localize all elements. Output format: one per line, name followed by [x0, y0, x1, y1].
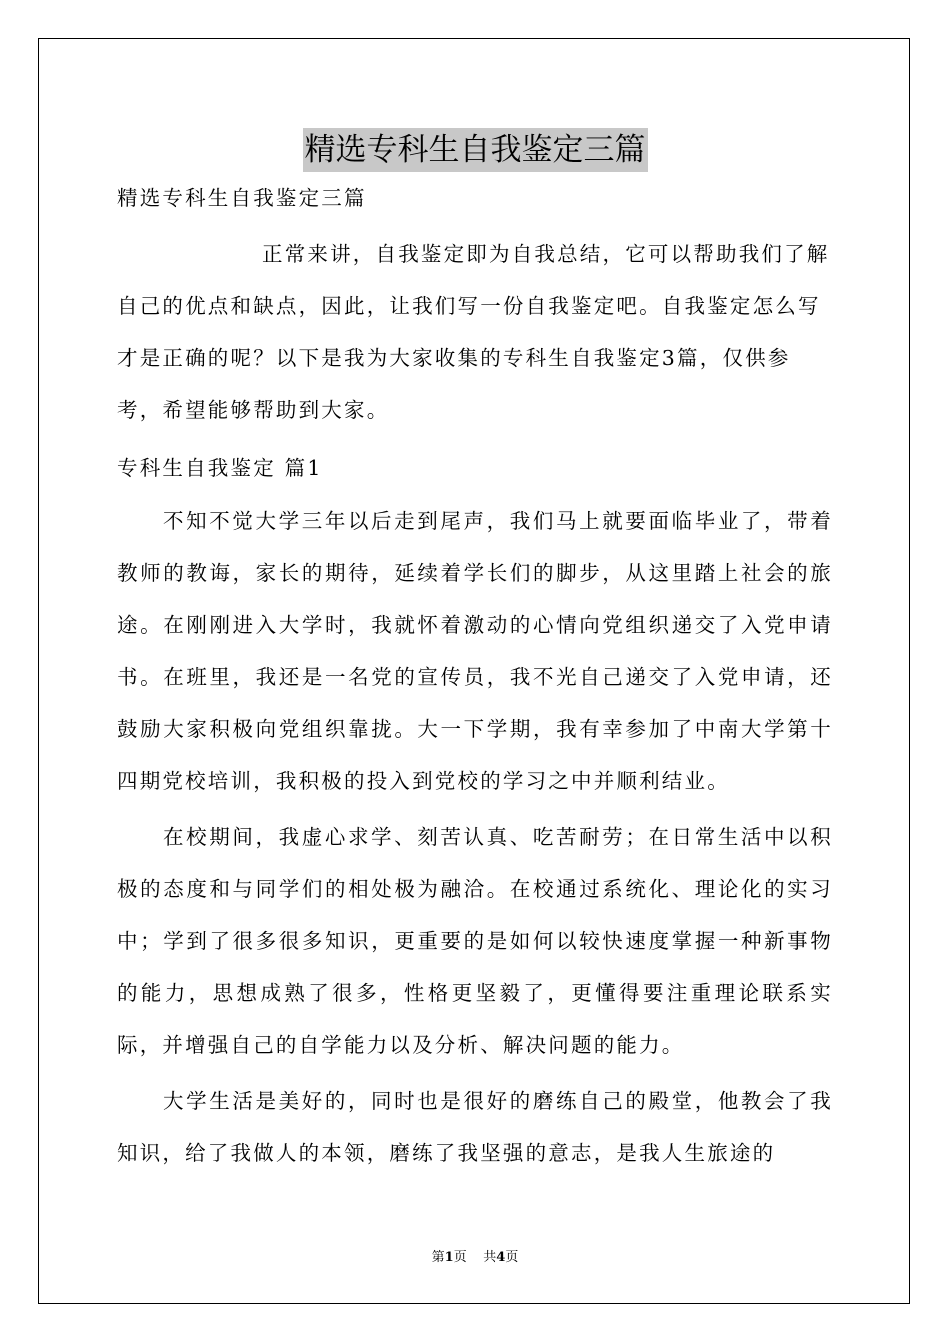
body-paragraph-3: 大学生活是美好的，同时也是很好的磨练自己的殿堂，他教会了我知识，给了我做人的本领，磨练了我坚强的意志，是我人生旅途的: [117, 1089, 833, 1165]
total-pages-number: 4: [496, 1250, 506, 1265]
page-number-prefix: 第: [431, 1250, 445, 1265]
total-pages-prefix: 共: [483, 1250, 497, 1265]
page-number-suffix: 页: [453, 1250, 467, 1265]
total-pages-suffix: 页: [505, 1250, 519, 1265]
document-title: 精选专科生自我鉴定三篇: [303, 128, 648, 172]
title-container: [0, 128, 950, 172]
body-paragraph-2: 在校期间，我虚心求学、刻苦认真、吃苦耐劳；在日常生活中以积极的态度和与同学们的相处极为融洽。在校通过系统化、理论化的实习中；学到了很多很多知识，更重要的是如何以较快速度掌握一种新事物的能力，思想成熟了很多，性格更坚毅了，更懂得要注重理论联系实际，并增强自己的自学能力以及分析、解决问题的能力。: [117, 825, 833, 1057]
section-heading: 专科生自我鉴定 篇1: [117, 456, 323, 480]
current-page-number: 1: [444, 1250, 454, 1265]
document-body: [117, 178, 833, 1183]
body-paragraph-1: 不知不觉大学三年以后走到尾声，我们马上就要面临毕业了，带着教师的教诲，家长的期待，延续着学长们的脚步，从这里踏上社会的旅途。在刚刚进入大学时，我就怀着激动的心情向党组织递交了入党申请书。在班里，我还是一名党的宣传员，我不光自己递交了入党申请，还鼓励大家积极向党组织靠拢。大一下学期，我有幸参加了中南大学第十四期党校培训，我积极的投入到党校的学习之中并顺利结业。: [117, 509, 833, 793]
page-footer: [0, 1249, 950, 1267]
document-subtitle: 精选专科生自我鉴定三篇: [117, 186, 367, 210]
intro-paragraph: 正常来讲，自我鉴定即为自我总结，它可以帮助我们了解自己的优点和缺点，因此，让我们写一份自我鉴定吧。自我鉴定怎么写才是正确的呢？以下是我为大家收集的专科生自我鉴定3篇，仅供参考，希望能够帮助到大家。: [117, 242, 830, 422]
